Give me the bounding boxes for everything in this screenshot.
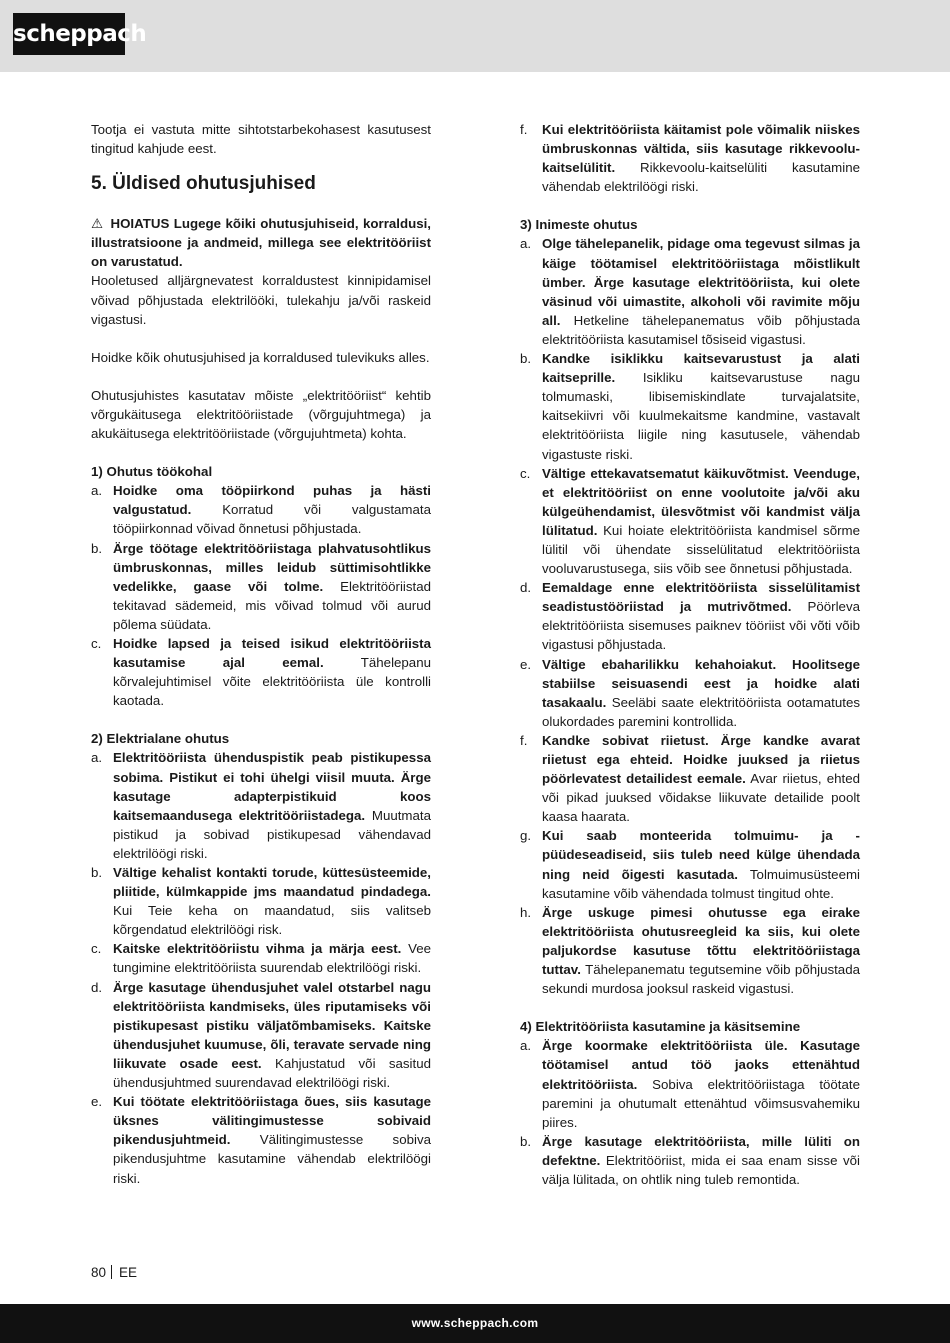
- item-bold: Elektritööriista ühenduspistik peab pistikupessa sobima. Pistikut ei tohi ühelgi viisil muuta. Ärge kasutage adapterpistikuid koos kaitsemaandusega elektritööriistadega.: [113, 750, 431, 823]
- item-text: Kui hoiate elektritööriista kandmisel sõrme lülitil või ühendate sisselülitatud elektritööriista vooluvarustusega, siis võib see õnnetusi põhjustada.: [542, 522, 860, 577]
- list-item: [91, 978, 431, 1093]
- item-letter: d.: [520, 580, 532, 596]
- term-definition: Ohutusjuhistes kasutatav mõiste „elektritööriist“ kehtib võrgukäitusega elektritööriistade (võrgujuhtmega) ja akukäitusega elektritööriistade (võrgujuhtmeta) kohta.: [91, 387, 431, 442]
- list-sec1: [91, 481, 431, 710]
- item-text: Tähelepanematu tegutsemine võib põhjustada sekundi murdosa jooksul raskeid vigastusi.: [542, 962, 860, 997]
- item-bold: Ärge töötage elektritööriistaga plahvatusohtlikus ümbruskonnas, milles leidub süttimisohtlikke vedelikke, gaase või tolme.: [113, 540, 431, 594]
- warning-bold: HOIATUS Lugege kõiki ohutusjuhiseid, korraldusi, illustratsioone ja andmeid, millega see elektritööriist on varustatud.: [91, 216, 431, 270]
- list-item: [91, 1092, 431, 1187]
- right-column: [520, 120, 860, 1189]
- left-column: [91, 120, 431, 1188]
- item-text: Pöörleva elektritööriista sisemuses paiknev tööriist või võti võib vigastusi põhjustada.: [542, 599, 860, 653]
- item-letter: h.: [520, 904, 532, 920]
- item-bold: Kui saab monteerida tolmuimu- ja -püüdeseadiseid, siis tuleb need külge ühendada ning neid õigesti kasutada.: [542, 828, 860, 882]
- page-separator: [111, 1265, 112, 1279]
- list-item: [520, 578, 860, 654]
- item-letter: a.: [520, 1038, 532, 1054]
- item-letter: a.: [91, 483, 103, 499]
- subsection-title-2: 2) Elektrialane ohutus: [91, 731, 230, 747]
- page-header: [0, 0, 950, 72]
- item-bold: Ärge uskuge pimesi ohutusse ega eirake elektritööriista ohutusreegleid ka siis, kui olete paljukordse kasutuse tõttu elektritööriistaga tuttav.: [542, 904, 860, 978]
- item-letter: e.: [520, 656, 532, 672]
- subsection-title-3: 3) Inimeste ohutus: [520, 217, 638, 233]
- language-code: EE: [119, 1265, 138, 1280]
- list-sec4: [520, 1036, 860, 1189]
- list-item: [91, 863, 431, 939]
- item-text: Rikkevoolu-kaitselüliti kasutamine vähendab elektrilöögi riski.: [542, 160, 860, 195]
- list-item: [520, 464, 860, 579]
- list-item: [91, 634, 431, 710]
- keep-instructions: Hoidke kõik ohutusjuhised ja korraldused tulevikuks alles.: [91, 349, 430, 365]
- item-bold: Hoidke lapsed ja teised isikud elektritööriista kasutamise ajal eemal.: [113, 635, 431, 671]
- item-letter: a.: [520, 236, 532, 252]
- page-number: [91, 1265, 137, 1280]
- item-bold: Ärge kasutage ühendusjuhet valel otstarbel nagu elektritööriista kandmiseks, üles riputamiseks või pistikupesast pistiku väljatõmbamiseks. Kaitske ühendusjuhet kuumuse, õli, teravate servade ning liikuvate osade eest.: [113, 979, 431, 1071]
- list-item: [520, 826, 860, 902]
- item-bold: Kui elektritööriista käitamist pole võimalik niiskes ümbruskonnas vältida, siis kasutage rikkevoolu-kaitselülitit.: [542, 122, 860, 176]
- item-letter: b.: [91, 865, 103, 880]
- item-bold: Olge tähelepanelik, pidage oma tegevust silmas ja käige töötamisel elektritööriistaga mõistlikult ümber. Ärge kasutage elektritööriista, kui olete väsinud või uimastite, alkoholi või ravimite mõju all.: [542, 236, 860, 328]
- item-bold: Kaitske elektritööriistu vihma ja märja eest.: [113, 941, 402, 957]
- page-footer: [0, 1304, 950, 1343]
- item-bold: Kandke sobivat riietust. Ärge kandke avarat riietust ega ehteid. Hoidke juuksed ja riietus pöörlevatest detailidest eemale.: [542, 732, 860, 787]
- list-item: [520, 120, 860, 196]
- subsection-title-1: 1) Ohutus töökohal: [91, 464, 213, 480]
- list-item: [91, 481, 431, 538]
- item-letter: d.: [91, 979, 103, 995]
- item-bold: Eemaldage enne elektritööriista sisselülitamist seadistustööriistad ja mutrivõtmed.: [542, 580, 860, 615]
- item-bold: Ärge koormake elektritööriista üle. Kasutage töötamisel antud töö jaoks ettenähtud elektritööriista.: [542, 1038, 860, 1092]
- item-bold: Ärge kasutage elektritööriista, mille lüliti on defektne.: [542, 1133, 860, 1168]
- section-heading: 5. Üldised ohutusjuhised: [91, 173, 316, 195]
- item-bold: Vältige ettekavatsematut käikuvõtmist. Veenduge, et elektritööriist on enne voolutoite ja/või aku külgeühendamist, ülesvõtmist või kandmist välja lülitatud.: [542, 465, 860, 538]
- list-sec2: [91, 748, 431, 1187]
- item-text: Sobiva elektritööriistaga töötate paremini ja ohutumalt ettenähtud võimsusvahemiku piires.: [542, 1076, 860, 1130]
- item-text: Hetkeline tähelepanematus võib põhjustada elektritööriista kasutamisel tõsiseid vigastusi.: [542, 312, 860, 347]
- item-letter: c.: [91, 941, 102, 957]
- warning-triangle-icon: ⚠: [91, 216, 103, 232]
- page-number-value: 80: [91, 1265, 107, 1280]
- item-letter: f.: [520, 732, 528, 748]
- item-text: Avar riietus, ehted või pikad juuksed võidakse liikuvate detailide poolt kaasa haarata.: [542, 771, 861, 825]
- item-text: Muutmata pistikud ja sobivad pistikupesad vähendavad elektrilöögi riski.: [113, 807, 431, 861]
- footer-url: www.scheppach.com: [411, 1316, 539, 1330]
- warning-text: Hooletused alljärgnevatest korraldustest kinnipidamisel võivad põhjustada elektrilööki, tulekahju ja/või raskeid vigastusi.: [91, 273, 431, 327]
- item-bold: Vältige ebaharilikku kehahoiakut. Hoolitsege stabiilse seisuasendi eest ja hoidke alati tasakaalu.: [542, 656, 860, 710]
- list-item: [520, 1132, 860, 1189]
- item-text: Elektritööriistad tekitavad sädemeid, mis võivad tolmud või aurud põlema süüdata.: [113, 578, 431, 632]
- item-letter: b.: [520, 351, 532, 367]
- list-item: [520, 903, 860, 998]
- brand-logo: scheppach: [13, 13, 125, 55]
- list-item: [520, 731, 860, 826]
- item-letter: g.: [520, 828, 532, 844]
- item-bold: Vältige kehalist kontakti torude, küttesüsteemide, pliitide, külmkappide jms maandatud pindadega.: [113, 865, 431, 900]
- item-letter: b.: [520, 1133, 532, 1149]
- warning-block: [91, 214, 431, 271]
- item-text: Tolmuimusüsteemi kasutamine võib vähendada tolmust tingitud ohte.: [542, 866, 860, 901]
- intro-text: Tootja ei vastuta mitte sihtotstarbekohasest kasutusest tingitud kahjude eest.: [91, 122, 431, 157]
- item-text: Tähelepanu kõrvalejuhtimisel võite elektritööriista üle kontrolli kaotada.: [113, 655, 431, 709]
- item-letter: c.: [520, 465, 531, 481]
- item-text: Seeläbi saate elektritööriista ootamatutes olukordades paremini kontrollida.: [542, 694, 860, 729]
- list-sec3: [520, 234, 860, 998]
- item-bold: Kandke isiklikku kaitsevarustust ja alati kaitseprille.: [542, 351, 860, 386]
- list-item: [520, 1036, 860, 1131]
- item-text: Elektritööriist, mida ei saa enam sisse või välja lülitada, on ohtlik ning tuleb remontida.: [542, 1152, 860, 1187]
- item-text: Korratud või valgustamata tööpiirkonnad võivad õnnetusi põhjustada.: [113, 502, 431, 537]
- list-item: [520, 655, 860, 731]
- list-item: [91, 539, 431, 634]
- list-item: [520, 349, 860, 464]
- item-letter: b.: [91, 540, 103, 556]
- list-item: [91, 939, 431, 977]
- item-text: Välitingimustesse sobiva pikendusjuhtme kasutamine vähendab elektrilöögi riski.: [113, 1132, 431, 1186]
- item-text: Isikliku kaitsevarustuse nagu tolmumaski, libisemiskindlate turvajalatsite, kaitsekiivri või kuulmekaitsme kandmine, vastavalt elektritööriista liigile ning kasutusele, vähendab vigastuste riski.: [542, 370, 860, 462]
- item-bold: Hoidke oma tööpiirkond puhas ja hästi valgustatud.: [113, 483, 431, 518]
- item-text: Kui Teie keha on maandatud, siis valitseb kõrgendatud elektrilöögi risk.: [113, 903, 431, 938]
- list-item: [520, 234, 860, 349]
- item-text: Vee tungimine elektritööriista suurendab elektrilöögi riski.: [113, 941, 431, 976]
- item-letter: e.: [91, 1094, 103, 1110]
- item-letter: a.: [91, 750, 103, 766]
- item-letter: c.: [91, 635, 102, 651]
- item-letter: f.: [520, 122, 528, 137]
- list-item: [91, 748, 431, 863]
- item-text: Kahjustatud või sasitud ühendusjuhtmed suurendavad elektrilöögi riski.: [113, 1055, 431, 1091]
- subsection-title-4: 4) Elektritööriista kasutamine ja käsitsemine: [520, 1019, 801, 1035]
- item-bold: Kui töötate elektritööriistaga õues, siis kasutage üksnes välitingimustesse sobivaid pikendusjuhtmeid.: [113, 1094, 431, 1148]
